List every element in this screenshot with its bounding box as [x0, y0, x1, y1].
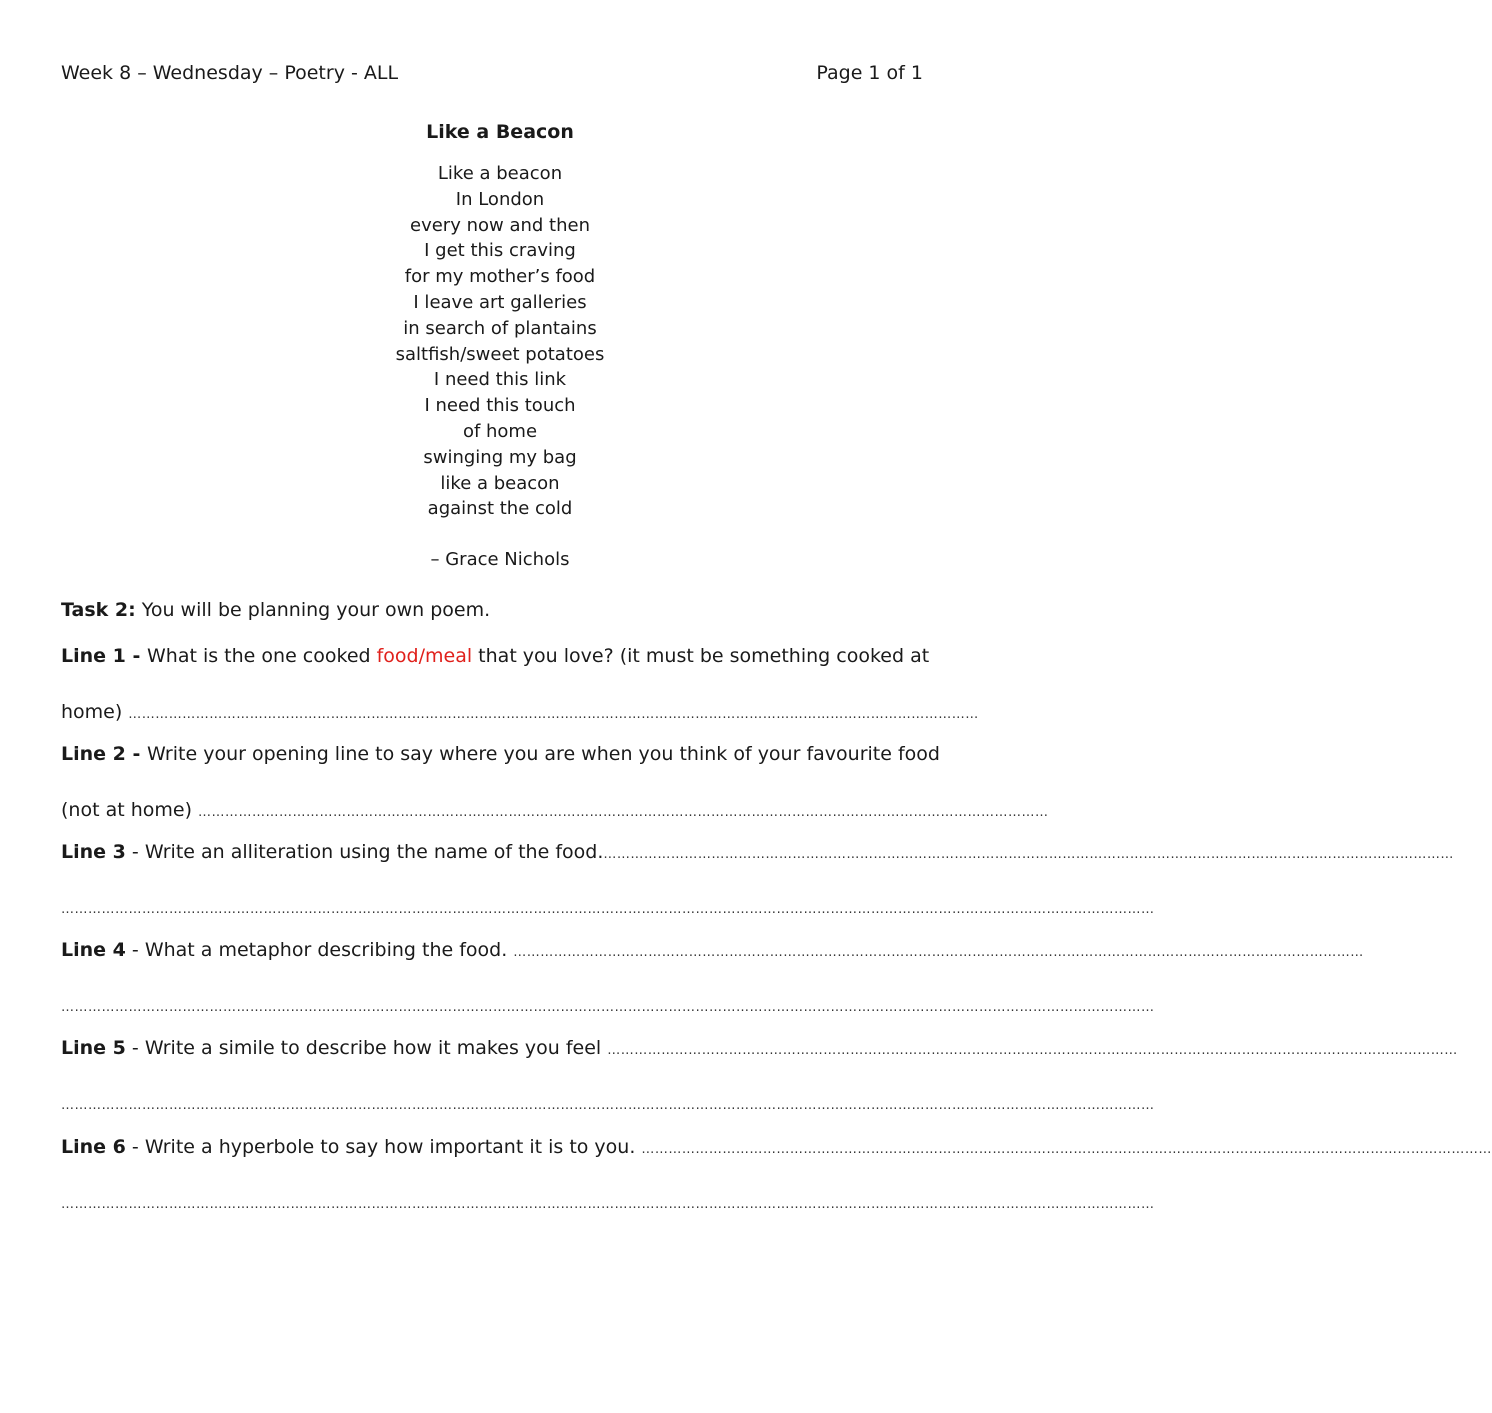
line-label: Line 3	[61, 841, 126, 863]
poem-line: saltfish/sweet potatoes	[395, 343, 605, 365]
line-label: Line 2	[61, 743, 126, 765]
poem-line: I get this craving	[424, 240, 576, 262]
answer-blank[interactable]: ………………………………………………………………………………………………………………………………………………………………………………………………………………………	[61, 1197, 1155, 1212]
line-label: Line 4	[61, 939, 126, 961]
line-1-answer[interactable]	[61, 701, 979, 723]
poem-title: Like a Beacon	[426, 121, 574, 143]
line-label: Line 6	[61, 1136, 126, 1158]
poem-line: in search of plantains	[403, 317, 597, 339]
line-6-question[interactable]: Line 6 - Write a hyperbole to say how important it is to you. ………………………………………………………………………………………………………………………………………………………………………	[61, 1136, 1492, 1158]
poem-line: Like a beacon	[437, 163, 563, 184]
answer-prefix: home)	[61, 701, 123, 723]
page-number: Page 1 of 1	[816, 62, 923, 84]
poem	[0, 119, 1000, 573]
poem-line: against the cold	[427, 498, 573, 520]
poem-line: I leave art galleries	[413, 291, 587, 313]
poem-line: every now and then	[410, 214, 590, 236]
answer-blank[interactable]: ………………………………………………………………………………………………………………………………………………………………………	[128, 707, 979, 722]
line-3-question[interactable]: Line 3 - Write an alliteration using the name of the food. ………………………………………………………………………………………………………………………………………………………………………	[61, 841, 1454, 863]
header-title: Week 8 – Wednesday – Poetry - ALL	[61, 62, 399, 84]
poem-line: In London	[455, 188, 545, 210]
line-5-question[interactable]: Line 5 - Write a simile to describe how it makes you feel ………………………………………………………………………………………………………………………………………………………………………	[61, 1037, 1458, 1059]
line-4-question[interactable]: Line 4 - What a metaphor describing the food. ………………………………………………………………………………………………………………………………………………………………………	[61, 939, 1364, 961]
highlight-food-meal: food/meal	[376, 645, 473, 667]
task-text: You will be planning your own poem.	[135, 599, 491, 621]
answer-blank[interactable]: ………………………………………………………………………………………………………………………………………………………………………	[513, 945, 1364, 960]
answer-blank[interactable]: ………………………………………………………………………………………………………………………………………………………………………………………………………………………	[61, 1098, 1155, 1113]
line-label: Line 1	[61, 645, 126, 667]
line-2-question: Line 2 - Write your opening line to say where you are when you think of your favourite food	[61, 743, 940, 765]
task-instruction	[61, 599, 490, 621]
line-label: Line 5	[61, 1037, 126, 1059]
answer-prefix: (not at home)	[61, 799, 192, 821]
poem-line: of home	[462, 420, 538, 442]
answer-blank[interactable]: ………………………………………………………………………………………………………………………………………………………………………………………………………………………	[61, 902, 1155, 917]
line-1-question: Line 1 - What is the one cooked food/meal that you love? (it must be something cooked at	[61, 645, 930, 667]
answer-blank[interactable]: ………………………………………………………………………………………………………………………………………………………………………	[197, 805, 1049, 820]
poem-author: – Grace Nichols	[430, 549, 570, 571]
poem-line: I need this link	[433, 369, 567, 391]
answer-blank[interactable]: ………………………………………………………………………………………………………………………………………………………………………	[641, 1142, 1492, 1157]
poem-line: like a beacon	[440, 472, 560, 494]
poem-line: swinging my bag	[423, 446, 577, 468]
poem-line: for my mother’s food	[404, 266, 596, 288]
line-2-answer[interactable]	[61, 799, 1049, 821]
answer-blank[interactable]: ………………………………………………………………………………………………………………………………………………………………………	[607, 1043, 1458, 1058]
poem-line: I need this touch	[424, 395, 576, 417]
answer-blank[interactable]: ………………………………………………………………………………………………………………………………………………………………………………………………………………………	[61, 1000, 1155, 1015]
answer-blank[interactable]: ………………………………………………………………………………………………………………………………………………………………………	[603, 847, 1454, 862]
task-label: Task 2:	[61, 599, 136, 621]
